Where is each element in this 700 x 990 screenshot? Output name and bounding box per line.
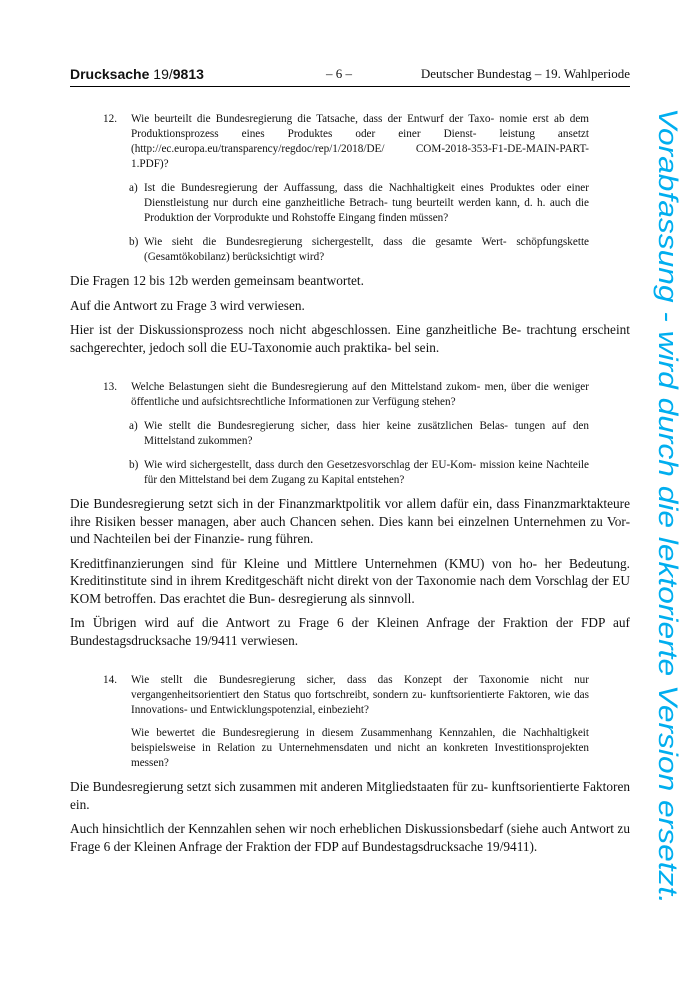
question-12b	[70, 235, 630, 265]
text-line: nicht an konkreten Investitionsprojekten messen?	[131, 742, 590, 769]
question-number: 12.	[103, 113, 117, 125]
text-line: Im Übrigen wird auf die Antwort zu Frage 6 der Kleinen Anfrage der Fraktion	[70, 615, 548, 630]
text-line: her Bedeutung. Kreditinstitute sind in ihrem Kreditgeschäft nicht direkt von der	[70, 555, 630, 588]
text-line: COM-2018-353-F1-DE-MAIN-PART-1.PDF)?	[131, 143, 589, 170]
doc-number-suffix: 9813	[172, 66, 204, 82]
text-line: die Nachhaltigkeit beispielsweise in Relation zu Unternehmensdaten und	[131, 727, 589, 754]
text-line: Verfügung stehen?	[371, 396, 456, 408]
text-line: Wie wird sichergestellt, dass durch den Gesetzesvorschlag der EU-Kom-	[144, 459, 477, 471]
doc-label: Drucksache	[70, 66, 150, 82]
question-14-followup	[131, 726, 589, 771]
question-13a	[70, 419, 630, 449]
text-line: Dies kann bei einzelnen Unternehmen zu Vor- und Nachteilen bei der Finanzie-	[70, 513, 631, 546]
text-line: tungen auf den Mittelstand zukommen?	[144, 420, 589, 447]
answer-13-paragraph-2	[70, 555, 630, 608]
text-line: der FDP auf Bundestagsdrucksache 19/9411 verwiesen.	[70, 615, 630, 648]
text-line: entstehen?	[357, 474, 405, 486]
text-line: desregierung als sinnvoll.	[278, 590, 415, 606]
text-line: rung führen.	[247, 531, 314, 546]
text-line: leistung ansetzt (http://ec.europa.eu/transparency/regdoc/rep/1/2018/DE/	[131, 128, 589, 155]
text-line: kunftsorientierte Faktoren, wie das Innovations- und Entwicklungspotenzial,	[131, 689, 589, 716]
text-line: trachtung erscheint sachgerechter, jedoch soll die EU-Taxonomie auch praktika-	[70, 322, 630, 355]
answer-13-paragraph-1	[70, 495, 630, 548]
answer-13-paragraph-3	[70, 614, 630, 649]
question-13	[70, 380, 630, 410]
text-line: schöpfungskette (Gesamtökobilanz) berücksichtigt wird?	[144, 236, 590, 263]
watermark-svg	[649, 108, 689, 908]
text-line: Wie stellt die Bundesregierung sicher, dass das Konzept der Taxonomie	[131, 674, 529, 686]
text-line: Produktes oder einer Dienstleistung nur durch eine ganzheitliche Betrach-	[144, 182, 589, 209]
main-content	[70, 112, 630, 855]
text-line: Die Bundesregierung setzt sich zusammen mit anderen Mitgliedstaaten für zu-	[70, 779, 489, 794]
sub-label: b)	[129, 459, 139, 471]
text-line: dass Finanzmarktakteure ihre Risiken besser managen, aber auch Chancen sehen.	[70, 496, 630, 529]
question-number: 14.	[103, 674, 117, 686]
text-line: Hier ist der Diskussionsprozess noch nicht abgeschlossen. Eine ganzheitliche Be-	[70, 322, 522, 337]
sub-label: a)	[129, 420, 138, 432]
answer-12-intro: Die Fragen 12 bis 12b werden gemeinsam beantwortet.	[70, 273, 364, 288]
question-12a	[70, 181, 630, 226]
text-line: und Rohstoffe Eingang finden müssen?	[271, 212, 449, 224]
text-line: Wie beurteilt die Bundesregierung die Tatsache, dass der Entwurf der Taxo-	[131, 113, 495, 125]
text-line: Ist die Bundesregierung der Auffassung, dass die Nachhaltigkeit eines	[144, 182, 484, 194]
answer-14-paragraph-1	[70, 778, 630, 813]
text-line: Kreditfinanzierungen sind für Kleine und Mittlere Unternehmen (KMU) von ho-	[70, 555, 538, 571]
draft-watermark	[649, 108, 689, 908]
text-line: kunftsorientierte Faktoren ein.	[70, 779, 631, 812]
text-line: einbezieht?	[318, 704, 369, 716]
text-line: nomie erst ab dem Produktionsprozess eines Produktes oder einer Dienst-	[131, 113, 590, 140]
sub-label: a)	[129, 182, 138, 194]
text-line: Die Bundesregierung setzt sich in der Finanzmarktpolitik vor allem dafür ein,	[70, 496, 493, 511]
text-line: tung beurteilt werden kann, d. h. auch die Produktion der Vorprodukte	[144, 197, 589, 224]
question-13b	[70, 458, 630, 488]
text-line: men, über die weniger öffentliche und aufsichtsrechtliche Informationen zur	[131, 381, 589, 408]
page-header	[70, 66, 630, 87]
text-line: Auch hinsichtlich der Kennzahlen sehen wir noch erheblichen Diskussionsbedarf	[70, 821, 504, 836]
answer-12-reference: Auf die Antwort zu Frage 3 wird verwiesen.	[70, 297, 305, 313]
text-line: Bundestagsdrucksache 19/9411).	[361, 838, 538, 854]
parliament-label: Deutscher Bundestag – 19. Wahlperiode	[420, 66, 630, 81]
text-line: Taxonomie nach dem Vorschlag der EU KOM betroffen. Das erachtet die Bun-	[70, 573, 630, 606]
text-line: nicht nur vergangenheitsorientiert den Status quo fortschreibt, sondern zu-	[131, 674, 589, 701]
question-text	[131, 380, 589, 410]
answer-12-body	[70, 321, 630, 356]
question-number: 13.	[103, 381, 117, 393]
text-line: mission keine Nachteile für den Mittelstand bei dem Zugang zu Kapital	[144, 459, 590, 486]
text-line: bel sein.	[394, 339, 440, 355]
text-line: Welche Belastungen sieht die Bundesregierung auf den Mittelstand zukom-	[131, 381, 481, 393]
question-text	[131, 673, 589, 718]
answer-14-paragraph-2	[70, 820, 630, 855]
watermark-text: Vorabfassung - wird durch die lektorierte Version ersetzt.	[653, 108, 683, 786]
document-number	[70, 66, 204, 82]
text-line: (siehe auch Antwort zu Frage 6 der Kleinen Anfrage der Fraktion der FDP auf	[70, 821, 630, 854]
question-14	[70, 673, 630, 771]
text-line: Wie bewertet die Bundesregierung in diesem Zusammenhang Kennzahlen,	[131, 727, 496, 739]
sub-label: b)	[129, 236, 139, 248]
question-12	[70, 112, 630, 172]
doc-number-prefix: 19/	[153, 66, 173, 82]
text-line: Wie sieht die Bundesregierung sichergestellt, dass die gesamte Wert-	[144, 236, 507, 248]
question-text	[131, 112, 589, 172]
page-number: – 6 –	[326, 66, 352, 81]
text-line: Wie stellt die Bundesregierung sicher, dass hier keine zusätzlichen Belas-	[144, 420, 509, 432]
